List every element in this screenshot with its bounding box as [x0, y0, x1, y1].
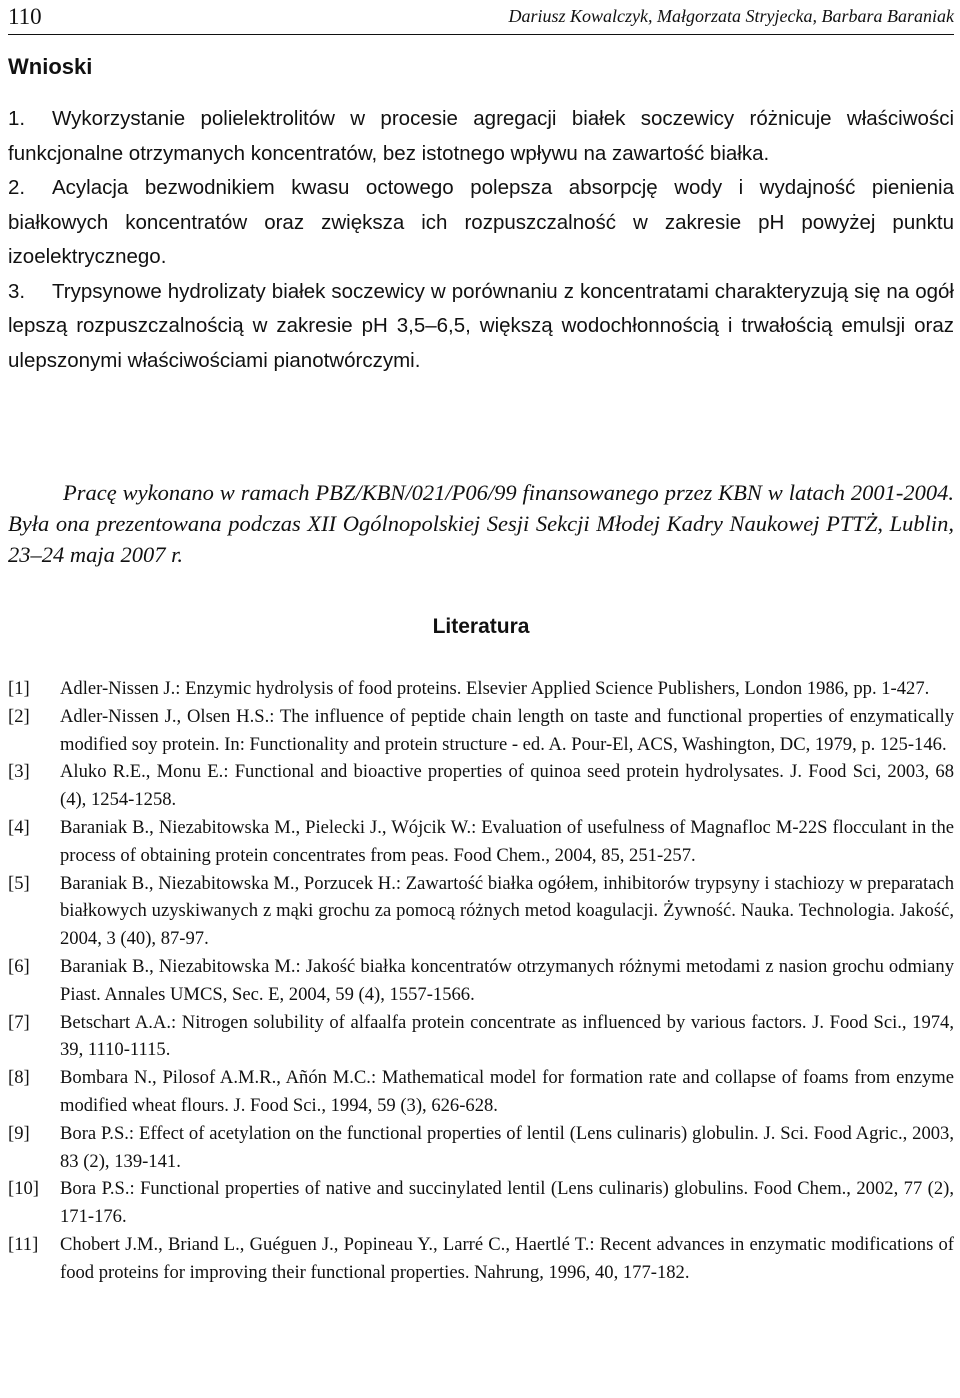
- reference-text: Adler-Nissen J.: Enzymic hydrolysis of food proteins. Elsevier Applied Science Publishers, London 1986, pp. 1-427.: [60, 678, 930, 699]
- reference-number: [5]: [8, 872, 30, 894]
- reference-number: [3]: [8, 761, 30, 783]
- conclusion-number: 1.: [8, 107, 26, 130]
- page-header: [8, 0, 954, 35]
- reference-number: [8]: [8, 1067, 30, 1089]
- conclusion-text: Acylacja bezwodnikiem kwasu octowego polepsza absorpcję wody i wydajność pienienia białkowych koncentratów oraz zwiększa ich rozpuszczalność w zakresie pH powyżej punktu izoelektrycznego.: [8, 176, 954, 268]
- references-list: [8, 675, 954, 1287]
- reference-text: Betschart A.A.: Nitrogen solubility of alfaalfa protein concentrate as influenced by various factors. J. Food Sci., 1974, 39, 1110-1115.: [60, 1011, 954, 1061]
- reference-number: [7]: [8, 1011, 30, 1033]
- section-title-conclusions: Wnioski: [8, 54, 93, 79]
- reference-item: [8, 758, 954, 814]
- conclusion-text: Trypsynowe hydrolizaty białek soczewicy w porównaniu z koncentratami charakteryzują się na ogół lepszą rozpuszczalnością w zakresie pH 3,5–6,5, większą wodochłonnością i trwałością emulsji oraz ulepszonymi właściwościami pianotwórczymi.: [8, 279, 954, 372]
- reference-number: [10]: [8, 1178, 39, 1200]
- reference-item: [8, 703, 954, 759]
- reference-text: Bora P.S.: Functional properties of native and succinylated lentil (Lens culinaris) globulins. Food Chem., 2002, 77 (2), 171-176.: [60, 1178, 954, 1228]
- reference-text: Bombara N., Pilosof A.M.R., Añón M.C.: Mathematical model for formation rate and collapse of foams from enzyme modified wheat flours. J. Food Sci., 1994, 59 (3), 626-628.: [60, 1067, 954, 1116]
- reference-text: Chobert J.M., Briand L., Guéguen J., Popineau Y., Larré C., Haertlé T.: Recent advances in enzymatic modifications of food proteins for improving their functional properties. Nahrung, 1996, 40, 177-182.: [60, 1233, 954, 1283]
- reference-number: [1]: [8, 678, 30, 699]
- conclusion-text: Wykorzystanie polielektrolitów w procesie agregacji białek soczewicy różnicuje właściwości funkcjonalne otrzymanych koncentratów, bez istotnego wpływu na zawartość białka.: [8, 107, 954, 165]
- conclusion-item: [8, 171, 954, 275]
- reference-number: [6]: [8, 955, 30, 977]
- reference-text: Adler-Nissen J., Olsen H.S.: The influence of peptide chain length on taste and functional properties of enzymatically modified soy protein. In: Functionality and protein structure - ed. A. Pour-El, ACS, Washington, DC, 1979, p. 125-146.: [60, 705, 954, 755]
- conclusion-item: [8, 275, 954, 379]
- reference-item: [8, 1231, 954, 1287]
- reference-item: [8, 870, 954, 953]
- conclusion-number: 2.: [8, 176, 26, 199]
- reference-number: [4]: [8, 816, 30, 838]
- page-number: 110: [8, 4, 42, 29]
- reference-text: Baraniak B., Niezabitowska M., Pielecki J., Wójcik W.: Evaluation of usefulness of Magnafloc M-22S flocculant in the process of obtaining protein concentrates from peas. Food Chem., 2004, 85, 251-257.: [60, 816, 954, 866]
- reference-item: [8, 1009, 954, 1065]
- running-head-authors: Dariusz Kowalczyk, Małgorzata Stryjecka, Barbara Baraniak: [508, 6, 954, 26]
- conclusion-item: [8, 102, 954, 171]
- reference-item: [8, 1175, 954, 1231]
- reference-item: [8, 675, 954, 703]
- reference-text: Aluko R.E., Monu E.: Functional and bioactive properties of quinoa seed protein hydrolysates. J. Food Sci, 2003, 68 (4), 1254-1258.: [60, 761, 954, 811]
- reference-number: [2]: [8, 705, 30, 727]
- reference-item: [8, 1064, 954, 1120]
- literature-title: Literatura: [432, 615, 530, 638]
- reference-number: [9]: [8, 1122, 30, 1144]
- reference-item: [8, 953, 954, 1009]
- reference-text: Bora P.S.: Effect of acetylation on the functional properties of lentil (Lens culinaris) globulin. J. Sci. Food Agric., 2003, 83 (2), 139-141.: [60, 1122, 954, 1172]
- conclusions-list: [8, 102, 954, 378]
- reference-text: Baraniak B., Niezabitowska M., Porzucek H.: Zawartość białka ogółem, inhibitorów trypsyny i stachiozy w preparatach białkowych uzyskiwanych z mąki grochu za pomocą różnych metod koagulacji. Żywność. Nauka. Technologia. Jakość, 2004, 3 (40), 87-97.: [60, 872, 954, 950]
- conclusion-number: 3.: [8, 279, 26, 303]
- acknowledgement: Pracę wykonano w ramach PBZ/KBN/021/P06/99 finansowanego przez KBN w latach 2001-2004. Była ona prezentowana podczas XII Ogólnopolskiej Sesji Sekcji Młodej Kadry Naukowej PTTŻ, Lublin, 23–24 maja 2007 r.: [8, 480, 954, 567]
- document-page: [8, 0, 954, 1283]
- reference-number: [11]: [8, 1233, 39, 1255]
- reference-text: Baraniak B., Niezabitowska M.: Jakość białka koncentratów otrzymanych różnymi metodami z nasion grochu odmiany Piast. Annales UMCS, Sec. E, 2004, 59 (4), 1557-1566.: [60, 955, 954, 1005]
- reference-item: [8, 814, 954, 870]
- reference-item: [8, 1120, 954, 1176]
